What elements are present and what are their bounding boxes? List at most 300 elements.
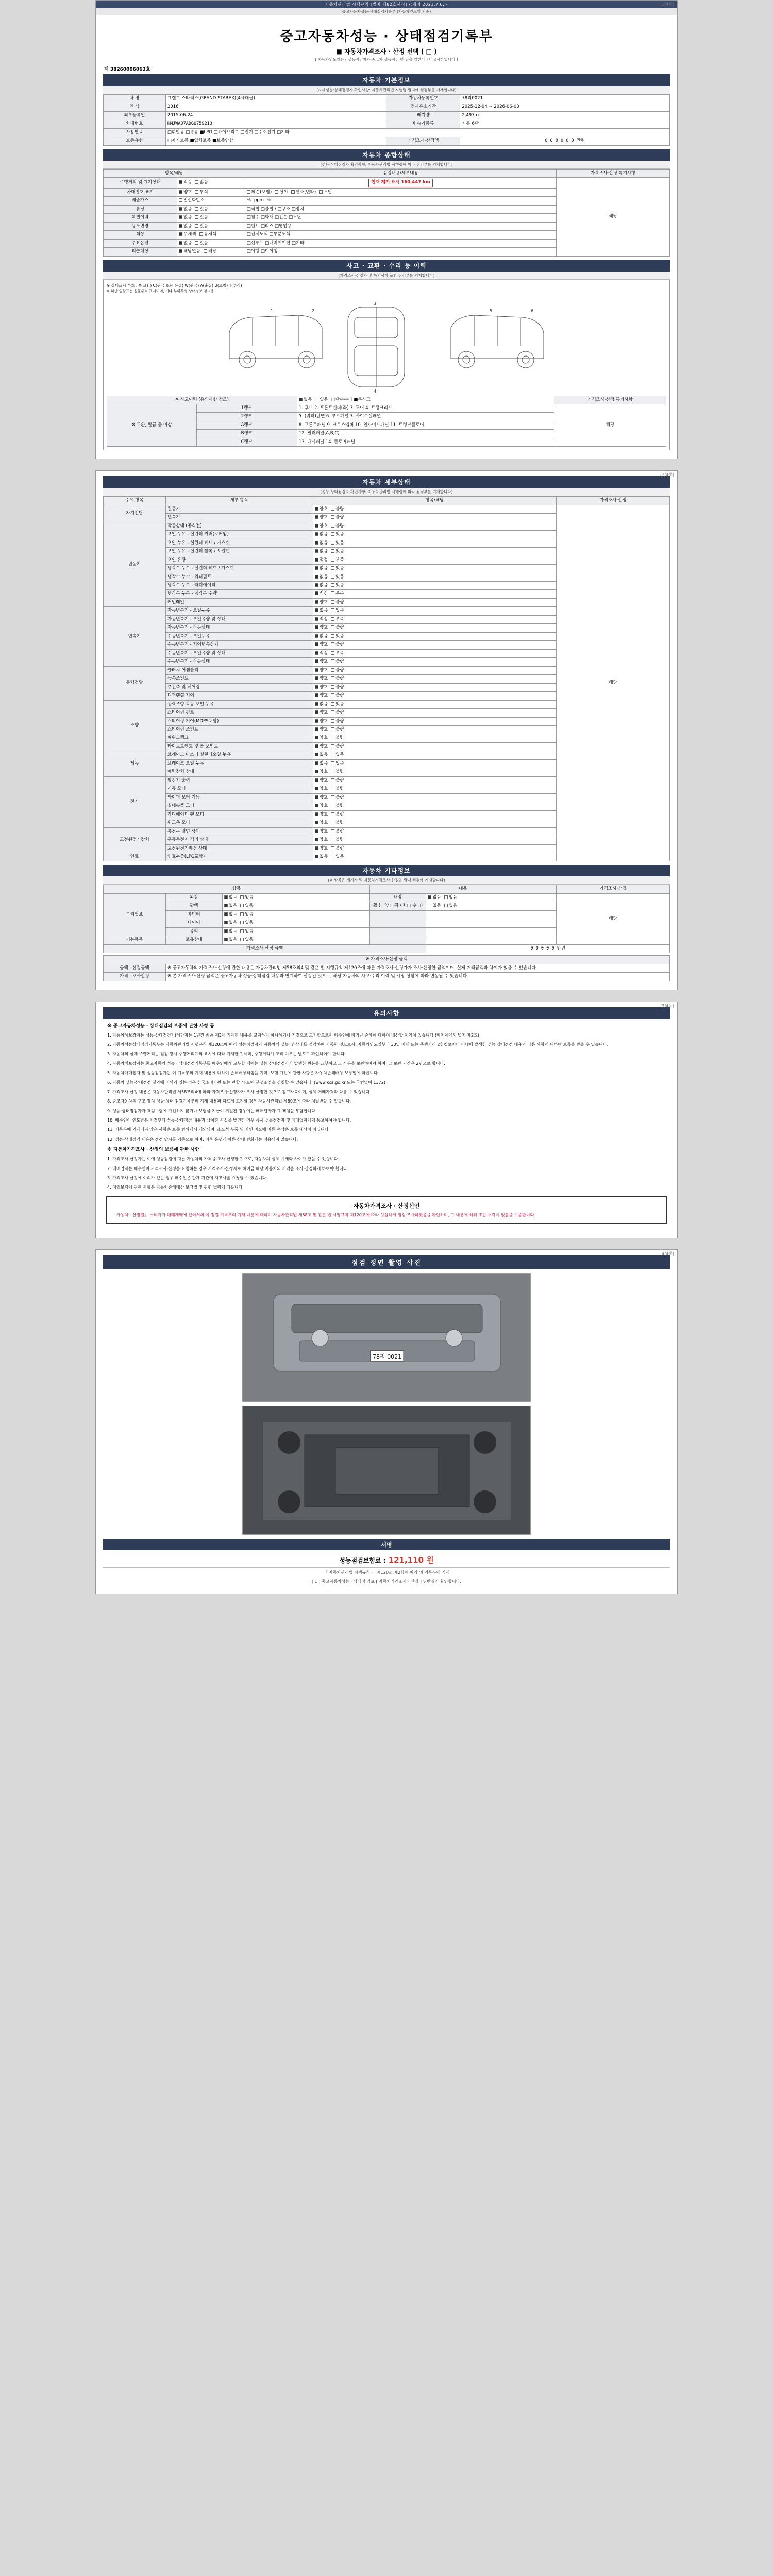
checkbox[interactable]: [315, 812, 318, 816]
table-row: [104, 95, 670, 103]
detail-item-options[interactable]: 양호 불량: [313, 793, 557, 802]
checkbox[interactable]: [315, 625, 318, 629]
notice-item: 6. 자동차 성능·상태점검 결과에 이의가 있는 경우 한국소비자원 또는 관할 시·도에 분쟁조정을 신청할 수 있습니다. (www.kca.go.kr 또는 국번없이 1372): [107, 1080, 385, 1085]
price-row-label: 가격 · 조사산정: [104, 973, 166, 981]
insurance-fee-label: 성능점검보험료 :: [339, 1556, 386, 1564]
detail-item-options[interactable]: 양호 불량: [313, 709, 557, 717]
checkbox[interactable]: [331, 710, 334, 714]
checkbox[interactable]: [331, 702, 334, 706]
checkbox[interactable]: [315, 532, 318, 536]
detail-item-label: 수동변속기 - 작동상태: [165, 658, 313, 666]
detail-group-label: 고전원전기장치: [104, 827, 166, 853]
mileage-value: 현재 계기 표시 160,447 km: [368, 179, 432, 187]
detail-item-options[interactable]: 양호 불량: [313, 522, 557, 530]
detail-item-label: 커먼레일: [165, 598, 313, 606]
checkbox[interactable]: [331, 761, 334, 765]
detail-item-options[interactable]: 양호 불량: [313, 692, 557, 700]
doc-subnote: [ 자동차인도일은 ( 성능점검자가 중고차 성능점검 한 날을 말한다 ) 비고사항입니다 ]: [315, 57, 458, 62]
detail-group-label: 연료: [104, 853, 166, 861]
part-rank: 2랭크: [196, 413, 297, 421]
detail-state-table: [103, 496, 670, 861]
etc-label-wheel: 휠 (□앞 □뒤 / 좌□ 우□): [369, 902, 426, 910]
etc-label: 외장: [165, 893, 222, 902]
detail-item-options[interactable]: 없음 있음: [313, 700, 557, 708]
detail-item-label: 작동상태 (공회전): [165, 522, 313, 530]
guarantee-title: 자동차가격조사 · 산정선언: [353, 1202, 420, 1209]
part-list: 8. 프론트패널 9. 크로스멤버 10. 인사이드패널 11. 트렁크플로어: [297, 421, 554, 429]
detail-item-label: 자동변속기 - 오일유량 및 상태: [165, 615, 313, 623]
warranty-options[interactable]: □자가보증 ■업체보증 ■보증안함: [165, 137, 386, 145]
detail-item-options[interactable]: 없음 있음: [313, 607, 557, 615]
detail-item-options[interactable]: 양호 불량: [313, 514, 557, 522]
detail-item-options[interactable]: 없음 있음: [313, 565, 557, 573]
notice-head: ※ 중고자동차성능 · 상태점검의 보증에 관한 사항 등: [107, 1023, 214, 1029]
notice-item: 8. 중고자동차의 구조·장치 성능·상태 점검기록부의 기재 내용과 다르게 고지할 경우 자동차관리법 제80조에 따라 처벌받을 수 있습니다.: [107, 1099, 351, 1104]
page-1: [95, 0, 678, 459]
footer-note-1: 「 자동차관리법 시행규칙 」 제120조 제2항에 따라 위 기록부에 기재: [103, 1567, 670, 1577]
detail-item-label: 원동기: [165, 505, 313, 513]
table-row: [104, 964, 670, 972]
checkbox[interactable]: [331, 855, 334, 858]
table-header-row: [104, 885, 670, 893]
field-value: 2015-06-24: [165, 111, 386, 120]
col-header: 가격조사·산정 특기사항: [557, 169, 670, 177]
accident-history-table: [107, 396, 666, 447]
field-value: 2,497 cc: [460, 111, 670, 120]
detail-item-options[interactable]: 양호 불량: [313, 675, 557, 683]
row-label: 리콜대상: [104, 248, 177, 256]
field-label: 사용연료: [104, 128, 166, 137]
notice-price-item: 4. 책임보험에 관한 사항은 자동차손해배상 보장법 및 관련 법령에 따릅니다.: [107, 1185, 244, 1190]
part-rank: A랭크: [196, 421, 297, 429]
checkbox[interactable]: [331, 575, 334, 579]
detail-item-options[interactable]: 없음 있음: [313, 531, 557, 539]
checkbox[interactable]: [331, 659, 334, 663]
checkbox[interactable]: [331, 821, 334, 824]
checkbox[interactable]: [315, 795, 318, 799]
checkbox[interactable]: [331, 838, 334, 841]
detail-item-label: 동력조향 작동 오일 누유: [165, 700, 313, 708]
checkbox[interactable]: [315, 778, 318, 782]
notice-price-head: ※ 자동차가격조사 · 산정의 보증에 관한 사항: [107, 1147, 199, 1153]
checkbox[interactable]: [331, 625, 334, 629]
overall-state-table: [103, 169, 670, 257]
checkbox[interactable]: [331, 727, 334, 731]
section-basic-title: 자동차 기본정보: [103, 74, 670, 86]
checkbox[interactable]: [315, 549, 318, 553]
detail-item-options[interactable]: 양호 불량: [313, 776, 557, 785]
detail-item-options[interactable]: 양호 불량: [313, 742, 557, 751]
insurance-fee-row: [103, 1550, 670, 1567]
section-etc-title: 자동차 기타정보: [103, 865, 670, 876]
checkbox[interactable]: [331, 583, 334, 587]
etc-label: 보유상태: [165, 936, 222, 944]
checkbox[interactable]: [315, 634, 318, 638]
detail-item-options[interactable]: 양호 불량: [313, 836, 557, 844]
table-row: [104, 973, 670, 981]
page-title: 중고자동차성능 · 상태점검기록부: [280, 29, 493, 44]
checkbox[interactable]: [331, 846, 334, 850]
detail-item-label: 수동변속기 - 오일유량 및 상태: [165, 649, 313, 657]
section-etc-sub: (※ 항목은 제시자 및 자동차가격조사·산정을 할때 점검에 기재합니다): [103, 876, 670, 885]
detail-item-options[interactable]: 양호 불량: [313, 844, 557, 853]
detail-item-label: 와이퍼 모터 기능: [165, 793, 313, 802]
checkbox[interactable]: [331, 608, 334, 612]
checkbox[interactable]: [331, 685, 334, 689]
notice-item: 10. 매수인이 인도받은 시점부터 성능·상태점검 내용과 상이한 사실을 발견한 경우 즉시 성능점검자 및 매매업자에게 통보하여야 합니다.: [107, 1118, 351, 1123]
detail-group-label: 제동: [104, 751, 166, 776]
checkbox[interactable]: [315, 829, 318, 833]
etc-label: 유리: [165, 927, 222, 936]
checkbox[interactable]: [331, 515, 334, 519]
section-accident-title: 사고 · 교환 · 수리 등 이력: [103, 260, 670, 272]
detail-item-options[interactable]: 양호 불량: [313, 641, 557, 649]
detail-item-label: 배력장치 상태: [165, 768, 313, 776]
checkbox[interactable]: [315, 838, 318, 841]
checkbox[interactable]: [315, 541, 318, 545]
checkbox[interactable]: [331, 532, 334, 536]
col-header: 세부 항목: [165, 497, 313, 505]
table-row: 색상 무채색 유채색 □전체도색 □부분도색: [104, 231, 670, 239]
total-label: 가격조사·산정 금액: [104, 944, 426, 953]
detail-item-options[interactable]: 양호 불량: [313, 810, 557, 819]
page-3: [95, 1002, 678, 1238]
notice-price-item: 3. 가격조사·산정에 이의가 있는 경우 매수인은 관계 기관에 재조사를 요청할 수 있습니다.: [107, 1175, 268, 1180]
detail-group-label: 전기: [104, 776, 166, 827]
page-number-1: (1/4쪽): [660, 2, 674, 7]
checkbox[interactable]: [331, 676, 334, 680]
notice-item: 4. 자동차해보장자는 중고자동차 성능 · 상태점검기록부를 매수인에게 교부할 때에는 성능·상태점검자가 발행한 원본을 교부하고 그 사본을 보관하여야 하며, 그 보관 기간은 2년으로 합니다.: [107, 1061, 445, 1066]
detail-item-options[interactable]: 양호 불량: [313, 683, 557, 691]
notice-price-item: 2. 매매업자는 매수인이 가격조사·산정을 요청하는 경우 가격조사·산정자로 하여금 해당 자동차의 가격을 조사·산정하게 하여야 합니다.: [107, 1166, 349, 1171]
table-row: [104, 956, 670, 964]
checkbox[interactable]: [315, 821, 318, 824]
checkbox[interactable]: [315, 591, 318, 595]
checkbox[interactable]: [331, 634, 334, 638]
signature-header: 서명: [103, 1539, 670, 1550]
car-diagram-svg: [222, 297, 551, 395]
detail-item-label: 스티어링 펌프: [165, 709, 313, 717]
checkbox[interactable]: [331, 744, 334, 748]
svg-text:6: 6: [531, 308, 534, 313]
checkbox[interactable]: [331, 812, 334, 816]
etc-category: 수리필요: [104, 893, 166, 936]
notice-list: [103, 1023, 670, 1191]
detail-item-label: 디퍼렌셜 기어: [165, 692, 313, 700]
part-list: 13. 대시패널 14. 플로어패널: [297, 438, 554, 446]
checkbox[interactable]: [331, 642, 334, 646]
detail-item-label: 타이로드엔드 및 볼 조인트: [165, 742, 313, 751]
diagram-legend-note: ※ 하단 일람표는 실물위치 표시이며, 기타 부위특성 상태정보 참고용: [107, 289, 214, 293]
detail-item-label: 윈도우 모터: [165, 819, 313, 827]
checkbox[interactable]: [331, 617, 334, 621]
notice-item: 9. 성능·상태점검자가 책임보험에 가입하지 않거나 보험금 지급이 거절된 경우에는 매매업자가 그 책임을 부담합니다.: [107, 1108, 317, 1113]
detail-item-options[interactable]: 양호 불량: [313, 666, 557, 674]
vehicle-front-photo-svg: [243, 1274, 531, 1402]
document-number: 제 38260006063호: [104, 67, 150, 72]
etc-table: [103, 885, 670, 953]
checkbox[interactable]: [331, 753, 334, 756]
total-value: 0 0 0 0 0 만원: [426, 944, 670, 953]
detail-item-options[interactable]: 없음 있음: [313, 582, 557, 590]
detail-group-label: 조향: [104, 700, 166, 751]
etc-label: 타이어: [165, 919, 222, 927]
part-rank: 1랭크: [196, 404, 297, 412]
checkbox[interactable]: [331, 736, 334, 739]
detail-item-label: 등속조인트: [165, 675, 313, 683]
detail-item-options[interactable]: 양호 불량: [313, 505, 557, 513]
table-row: 배출가스 일산화탄소 %ppm %: [104, 197, 670, 205]
detail-item-options[interactable]: 양호 불량: [313, 734, 557, 742]
checkbox[interactable]: [331, 719, 334, 723]
field-value: 0 0 0 0 0 0 만원: [460, 137, 670, 145]
svg-text:1: 1: [271, 308, 274, 313]
detail-item-options[interactable]: 없음 있음: [313, 573, 557, 581]
detail-item-options[interactable]: 없음 있음: [313, 548, 557, 556]
table-row: 수리필요 외장 없음 있음 내장 없음 있음 해당: [104, 893, 670, 902]
checkbox[interactable]: [315, 753, 318, 756]
checkbox[interactable]: [315, 744, 318, 748]
checkbox[interactable]: [331, 668, 334, 672]
checkbox[interactable]: [315, 676, 318, 680]
checkbox[interactable]: [331, 795, 334, 799]
detail-item-options[interactable]: 양호 불량: [313, 717, 557, 725]
detail-item-label: 연료누출(LPG포함): [165, 853, 313, 861]
field-label: 변속기종류: [386, 120, 460, 128]
detail-item-label: 변속기: [165, 514, 313, 522]
row-label: 주행거리 및 계기상태: [104, 178, 177, 188]
overall-note: 해당: [557, 178, 670, 256]
notice-item: 2. 자동차성능상태점검기록부는 자동차관리법 시행규칙 제120조에 따라 성능점검자가 자동차의 성능 및 상태를 점검하여 기록한 것으로서, 자동차인도일부터 30일 이내 또는 주행거리 2천킬로미터 이내에 발생한 성능·상태점검 내용과 다른 사항에 대하여 보증을 받을 수 있습니다.: [107, 1042, 609, 1047]
price-panel: [103, 955, 670, 981]
detail-item-options[interactable]: 양호 불량: [313, 819, 557, 827]
detail-item-label: 냉각수 누수 - 워터펌프: [165, 573, 313, 581]
checkbox[interactable]: [331, 787, 334, 790]
detail-item-options[interactable]: 양호 불량: [313, 785, 557, 793]
page-number-4: (4/4쪽): [660, 1251, 674, 1256]
checkbox[interactable]: [331, 524, 334, 528]
checkbox[interactable]: [315, 575, 318, 579]
checkbox[interactable]: [315, 736, 318, 739]
checkbox[interactable]: [331, 541, 334, 545]
checkbox[interactable]: [315, 617, 318, 621]
detail-item-options[interactable]: 양호 불량: [313, 768, 557, 776]
detail-item-label: 오일 누유 - 실린더 커버(로커암): [165, 531, 313, 539]
checkbox[interactable]: [315, 608, 318, 612]
part-list: 1. 후드 2. 프론트펜더(좌) 3. 도어 4. 트렁크리드: [297, 404, 554, 412]
form-legal-header: 자동차관리법 시행규칙 [별지 제82호서식] <개정 2021.7.6.>: [96, 1, 677, 8]
col-header: 내용: [369, 885, 557, 893]
checkbox[interactable]: [315, 727, 318, 731]
field-value: 78리0021: [460, 95, 670, 103]
table-row: 기본품목 보유상태 없음 있음: [104, 936, 670, 944]
detail-item-options[interactable]: 양호 불량: [313, 725, 557, 734]
insurance-fee-value: 121,110 원: [388, 1555, 434, 1565]
photo-section-title: 점검 정면 촬영 사진: [103, 1255, 670, 1269]
checkbox[interactable]: [315, 770, 318, 773]
detail-item-label: 스티어링 조인트: [165, 725, 313, 734]
checkbox[interactable]: [315, 693, 318, 697]
photo-underbody: [242, 1406, 531, 1535]
checkbox[interactable]: [315, 583, 318, 587]
section-basic-sub: (자세성능·상태점검자 확인사항: 자동차관리법 시행령 별지에 점검부를 기재합니다): [103, 86, 670, 94]
car-diagram: [107, 294, 666, 396]
detail-item-options[interactable]: 양호 불량: [313, 598, 557, 606]
field-label: 차대번호: [104, 120, 166, 128]
fuel-options[interactable]: □휘발유 □경유 ■LPG □하이브리드 □전기 □수소전기 □기타: [165, 128, 669, 137]
checkbox[interactable]: [331, 549, 334, 553]
detail-item-label: 오일 누유 - 실린더 헤드 / 가스켓: [165, 539, 313, 547]
detail-item-label: 브레이크 오일 누유: [165, 759, 313, 768]
detail-item-label: 라디에이터 팬 모터: [165, 810, 313, 819]
field-label: 최초등록일: [104, 111, 166, 120]
detail-item-label: 오일 누유 - 실린더 블록 / 오일팬: [165, 548, 313, 556]
detail-item-label: 발전기 출력: [165, 776, 313, 785]
checkbox[interactable]: [331, 770, 334, 773]
row-label: 차대번호 표기: [104, 188, 177, 196]
detail-item-label: 냉각수 누수 - 라디에이터: [165, 582, 313, 590]
detail-item-label: 구동축전지 격리 상태: [165, 836, 313, 844]
field-value: 그랜드 스타렉스(GRAND STAREX)(4세대급): [165, 95, 386, 103]
section-detail-sub: (성능·상태점검자 확인사항: 자동차관리법 시행령에 따라 점검부를 기재합니다): [103, 488, 670, 496]
etc-note: 해당: [557, 893, 670, 944]
etc-label: 룸미러: [165, 910, 222, 919]
detail-item-options[interactable]: 없음 있음: [313, 632, 557, 640]
notice-item: 11. 기록부에 기재되지 않은 사항은 보증 범위에서 제외되며, 소모성 부품 및 자연 마모에 따른 손상은 보증 대상이 아닙니다.: [107, 1127, 330, 1132]
table-header-row: [104, 169, 670, 177]
notice-item: 1. 자동차해보장자는 성능·상태점검자(해당자는 1년간 최종 제3에 기재한 내용을 교지하지 아니하거나 거짓으로 고지할으로써 매수인에 따라난 손해에 대하여 배상할 책임이 있습니다.(매매계약서 별지 제2호): [107, 1032, 479, 1038]
page-number-2: (2/4쪽): [660, 472, 674, 478]
detail-item-options[interactable]: 양호 불량: [313, 802, 557, 810]
checkbox[interactable]: [315, 702, 318, 706]
detail-item-options[interactable]: 적정 부족: [313, 556, 557, 564]
checkbox[interactable]: [331, 558, 334, 562]
detail-item-options[interactable]: 없음 있음: [313, 539, 557, 547]
detail-item-options[interactable]: 적정 부족: [313, 590, 557, 598]
checkbox[interactable]: [331, 693, 334, 697]
section-overall-title: 자동차 종합상태: [103, 149, 670, 161]
row-sub: □전체도색 □부분도색: [245, 231, 556, 239]
detail-item-options[interactable]: 적정 부족: [313, 615, 557, 623]
checkbox[interactable]: [315, 600, 318, 604]
checkbox[interactable]: [315, 846, 318, 850]
checkbox[interactable]: [315, 659, 318, 663]
part-rank: C랭크: [196, 438, 297, 446]
row-label: 색상: [104, 231, 177, 239]
table-row: 특별이력 없음 있음 □침수 □화재 □전손 □도난: [104, 214, 670, 222]
detail-item-label: 클러치 어셈블리: [165, 666, 313, 674]
checkbox[interactable]: [315, 761, 318, 765]
detail-item-label: 수동변속기 - 오일누유: [165, 632, 313, 640]
col-header: 가격조사·산정: [557, 497, 670, 505]
table-row: [104, 944, 670, 953]
detail-item-options[interactable]: 양호 불량: [313, 624, 557, 632]
notice-item: 7. 가격조사·산정 내용은 자동차관리법 제58조의4에 따라 가격조사·산정자가 조사·산정한 것으로 참고자료이며, 실제 거래가격과 다를 수 있습니다.: [107, 1089, 371, 1094]
photo-front: [242, 1273, 531, 1402]
detail-item-label: 자동변속기 - 오일누유: [165, 607, 313, 615]
detail-item-options[interactable]: 없음 있음: [313, 759, 557, 768]
svg-text:3: 3: [374, 301, 377, 306]
detail-group-label: 변속기: [104, 607, 166, 666]
notice-item: 12. 성능·상태점검 내용은 점검 당시를 기준으로 하며, 이후 운행에 따른 상태 변화에는 적용되지 않습니다.: [107, 1137, 298, 1142]
checkbox[interactable]: [331, 591, 334, 595]
checkbox[interactable]: [331, 566, 334, 570]
field-label: 자동차등록번호: [386, 95, 460, 103]
history-label: ※ 사고이력 (유의사항 참조): [107, 396, 297, 404]
svg-text:5: 5: [490, 308, 493, 313]
row-label: 튜닝: [104, 205, 177, 213]
field-label: 가격조사·산정액: [386, 137, 460, 145]
checkbox[interactable]: [331, 804, 334, 807]
detail-item-label: 냉각수 누수 - 실린더 헤드 / 가스켓: [165, 565, 313, 573]
checkbox[interactable]: [331, 829, 334, 833]
detail-item-label: 시동 모터: [165, 785, 313, 793]
checkbox[interactable]: [315, 642, 318, 646]
checkbox[interactable]: [315, 685, 318, 689]
row-label: 특별이력: [104, 214, 177, 222]
field-value: KMJWA37ADGU759213: [165, 120, 386, 128]
col-header: 가격조사·산정: [557, 885, 670, 893]
col-header: 주요 항목: [104, 497, 166, 505]
field-value: 2025-12-04 ~ 2026-06-03: [460, 103, 670, 111]
checkbox[interactable]: [315, 524, 318, 528]
checkbox[interactable]: [331, 778, 334, 782]
checkbox[interactable]: [315, 710, 318, 714]
notice-item: 3. 자동차의 실제 주행거리는 점검 당시 주행거리계의 표시에 따라 기재한 것이며, 주행거리계 조작 여부는 별도로 확인하여야 합니다.: [107, 1052, 346, 1057]
part-list: 5. (쿼터)판넬 6. 루프패널 7. 사이드실패널: [297, 413, 554, 421]
detail-item-options[interactable]: 양호 불량: [313, 827, 557, 836]
table-row: [104, 505, 670, 513]
checkbox[interactable]: [315, 668, 318, 672]
checkbox[interactable]: [315, 804, 318, 807]
detail-item-options[interactable]: 없음 있음: [313, 853, 557, 861]
history-sub: □단순수리 ■무사고: [331, 397, 371, 402]
detail-item-label: 브레이크 마스터 실린더오일 누유: [165, 751, 313, 759]
checkbox[interactable]: [315, 515, 318, 519]
row-label: 배출가스: [104, 197, 177, 205]
table-row: 광택 없음 있음 휠 (□앞 □뒤 / 좌□ 우□) 없음 있음: [104, 902, 670, 910]
table-row: ※ 사고이력 (유의사항 참조) 없음 있음 □단순수리 ■무사고 가격조사·산정 특기사항: [107, 396, 666, 404]
checkbox[interactable]: [315, 566, 318, 570]
checkbox[interactable]: [315, 787, 318, 790]
checkbox[interactable]: [315, 651, 318, 655]
checkbox[interactable]: [315, 507, 318, 511]
table-row: 타이어 없음 있음: [104, 919, 670, 927]
checkbox[interactable]: [331, 651, 334, 655]
diagram-legend-title: ※ 상태표시 부호 : X(교환) C(판금 또는 용접) W(판금) A(흠집) U(요철) T(부식): [107, 283, 242, 288]
etc-category: 기본품목: [104, 936, 166, 944]
notice-item: 5. 자동차매매업자 및 성능점검자는 이 기록부의 기재 내용에 대하여 손해배상책임을 지며, 보험 가입에 관한 사항은 자동차손해배상 보장법에 따릅니다.: [107, 1071, 379, 1076]
row-sub: □침수 □화재 □전손 □도난: [245, 214, 556, 222]
section-detail-title: 자동차 세부상태: [103, 476, 670, 488]
row-label: 주요옵션: [104, 239, 177, 247]
table-row: [104, 137, 670, 145]
page-2: [95, 470, 678, 990]
detail-item-options[interactable]: 없음 있음: [313, 751, 557, 759]
detail-item-options[interactable]: 적정 부족: [313, 649, 557, 657]
checkbox[interactable]: [331, 600, 334, 604]
detail-note: 해당: [557, 505, 670, 861]
svg-text:4: 4: [374, 388, 377, 394]
detail-item-options[interactable]: 양호 불량: [313, 658, 557, 666]
checkbox[interactable]: [315, 719, 318, 723]
table-row: 차대번호 표기 양호 부식 훼손(오염) 상이 변조(변타) 도말: [104, 188, 670, 196]
checkbox[interactable]: [315, 558, 318, 562]
svg-text:2: 2: [312, 308, 315, 313]
checkbox[interactable]: [331, 507, 334, 511]
checkbox[interactable]: [315, 855, 318, 858]
table-row: [104, 111, 670, 120]
